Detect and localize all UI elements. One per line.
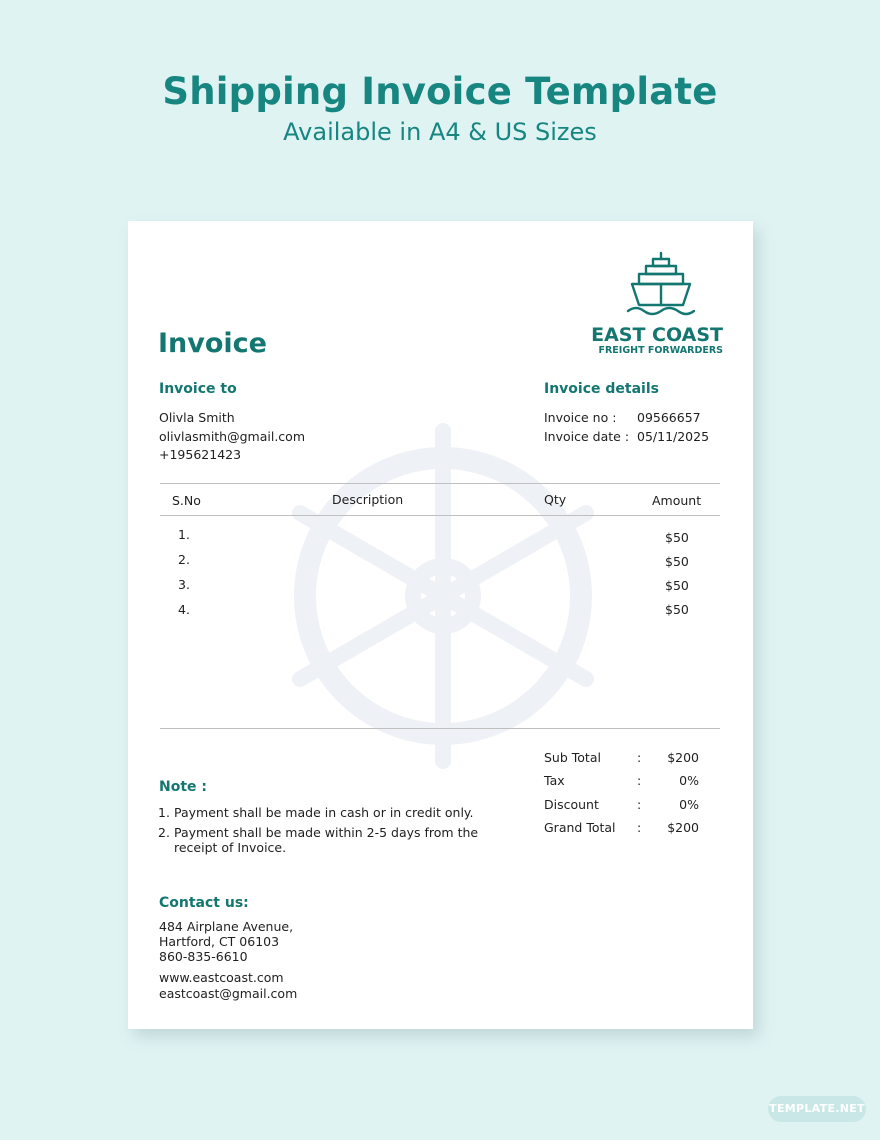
- note-text-continued: receipt of Invoice.: [174, 840, 287, 855]
- invoice-title: Invoice: [158, 328, 267, 359]
- row-sno: 4.: [178, 602, 190, 617]
- ship-wheel-icon: [268, 421, 618, 771]
- row-sno: 1.: [178, 527, 190, 542]
- invoice-date-value: 05/11/2025: [637, 429, 710, 444]
- note-heading: Note :: [159, 779, 207, 795]
- col-header-qty: Qty: [544, 492, 567, 507]
- subtotal-label: Sub Total: [544, 750, 601, 765]
- subtotal-separator: :: [637, 750, 642, 765]
- invoice-no-label: Invoice no :: [544, 410, 617, 425]
- row-sno: 2.: [178, 552, 190, 567]
- cargo-ship-icon: [626, 251, 696, 317]
- invoice-no-value: 09566657: [637, 410, 701, 425]
- hero-title: Shipping Invoice Template: [162, 70, 718, 113]
- col-header-amount: Amount: [652, 493, 702, 508]
- col-header-sno: S.No: [172, 493, 201, 508]
- table-top-rule: [160, 483, 720, 484]
- note-number: 2.: [158, 825, 170, 840]
- invoice-date-label: Invoice date :: [544, 429, 630, 444]
- row-amount: $50: [665, 578, 689, 593]
- note-text: Payment shall be made in cash or in credit only.: [174, 805, 474, 820]
- invoice-details-heading: Invoice details: [544, 381, 659, 397]
- company-tagline: FREIGHT FORWARDERS: [598, 345, 723, 356]
- invoice-to-heading: Invoice to: [159, 381, 237, 397]
- col-header-description: Description: [332, 492, 404, 507]
- contact-address-line1: 484 Airplane Avenue,: [159, 919, 294, 934]
- tax-value: 0%: [679, 773, 699, 788]
- row-amount: $50: [665, 554, 689, 569]
- discount-separator: :: [637, 797, 642, 812]
- discount-label: Discount: [544, 797, 599, 812]
- grand-total-value: $200: [667, 820, 699, 835]
- tax-label: Tax: [544, 773, 565, 788]
- grand-total-separator: :: [637, 820, 642, 835]
- contact-address-line2: Hartford, CT 06103: [159, 934, 280, 949]
- discount-value: 0%: [679, 797, 699, 812]
- subtotal-value: $200: [667, 750, 699, 765]
- row-amount: $50: [665, 530, 689, 545]
- client-email: olivlasmith@gmail.com: [159, 429, 305, 444]
- contact-email[interactable]: eastcoast@gmail.com: [159, 986, 298, 1001]
- row-amount: $50: [665, 602, 689, 617]
- contact-website[interactable]: www.eastcoast.com: [159, 970, 284, 985]
- client-name: Olivla Smith: [159, 410, 235, 425]
- client-phone: +195621423: [159, 447, 242, 462]
- company-name: EAST COAST: [591, 324, 723, 346]
- grand-total-label: Grand Total: [544, 820, 616, 835]
- template-net-badge[interactable]: TEMPLATE.NET: [768, 1096, 866, 1122]
- row-sno: 3.: [178, 577, 190, 592]
- contact-heading: Contact us:: [159, 895, 249, 911]
- tax-separator: :: [637, 773, 642, 788]
- table-header-rule: [160, 515, 720, 516]
- contact-phone: 860-835-6610: [159, 949, 248, 964]
- invoice-sheet: [128, 221, 753, 1029]
- note-number: 1.: [158, 805, 170, 820]
- table-bottom-rule: [160, 728, 720, 729]
- note-text: Payment shall be made within 2-5 days from the: [174, 825, 479, 840]
- hero-subtitle: Available in A4 & US Sizes: [283, 118, 597, 146]
